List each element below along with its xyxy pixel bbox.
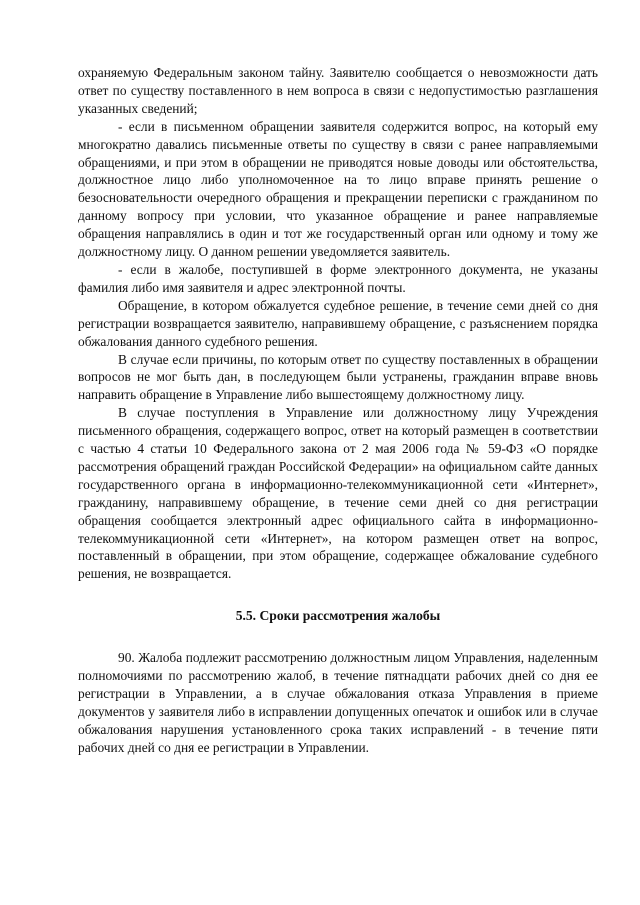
paragraph-item-90: 90. Жалоба подлежит рассмотрению должностным лицом Управления, наделенным полномочиями по рассмотрению жалоб, в течение пятнадцати рабочих дней со дня ее регистрации в Управлении, а в случае обжалования отказа Управления в приеме документов у заявителя либо в исправлении допущенных опечаток и ошибок или в случае обжалования нарушения установленного срока таких исправлений - в течение пяти рабочих дней со дня ее регистрации в Управлении.: [78, 650, 598, 755]
document-page: [78, 64, 598, 757]
paragraph-continuation: охраняемую Федеральным законом тайну. Заявителю сообщается о невозможности дать ответ по существу поставленного в нем вопроса в связи с недопустимостью разглашения указанных сведений;: [78, 65, 598, 116]
paragraph-reasons-eliminated: В случае если причины, по которым ответ по существу поставленных в обращении вопросов не мог быть дан, в последующем были устранены, гражданин вправе вновь направить обращение в Управление либо вышестоящему должностному лицу.: [78, 351, 598, 403]
paragraph-repeated-appeal: - если в письменном обращении заявителя содержится вопрос, на который ему многократно давались письменные ответы по существу в связи с ранее направляемыми обращениями, и при этом в обращении не приводятся новые доводы или обстоятельства, должностное лицо либо уполномоченное на то лицо вправе принять решение о безосновательности очередного обращения и прекращении переписки с гражданином по данному вопросу при условии, что указанное обращение и ранее направляемые обращения направлялись в один и тот же государственный орган или одному и тому же должностному лицу. О данном решении уведомляется заявитель.: [78, 118, 598, 260]
paragraph-court-decision: Обращение, в котором обжалуется судебное решение, в течение семи дней со дня регистрации возвращается заявителю, направившему обращение, с разъяснением порядка обжалования данного судебного решения.: [78, 297, 598, 349]
paragraph-official-site-answer: В случае поступления в Управление или должностному лицу Учреждения письменного обращения, содержащего вопрос, ответ на который размещен в соответствии с частью 4 статьи 10 Федерального закона от 2 мая 2006 года № 59-ФЗ «О порядке рассмотрения обращений граждан Российской Федерации» на официальном сайте данных государственного органа в информационно-телекоммуникационной сети «Интернет», гражданину, направившему обращение, в течение семи дней со дня регистрации обращения сообщается электронный адрес официального сайта в информационно-телекоммуникационной сети «Интернет», на котором размещен ответ на вопрос, поставленный в обращении, при этом обращение, содержащее обжалование судебного решения, не возвращается.: [78, 405, 598, 582]
section-heading: 5.5. Сроки рассмотрения жалобы: [235, 608, 441, 624]
paragraph-electronic-complaint: - если в жалобе, поступившей в форме электронного документа, не указаны фамилия либо имя заявителя и адрес электронной почты.: [78, 261, 598, 295]
